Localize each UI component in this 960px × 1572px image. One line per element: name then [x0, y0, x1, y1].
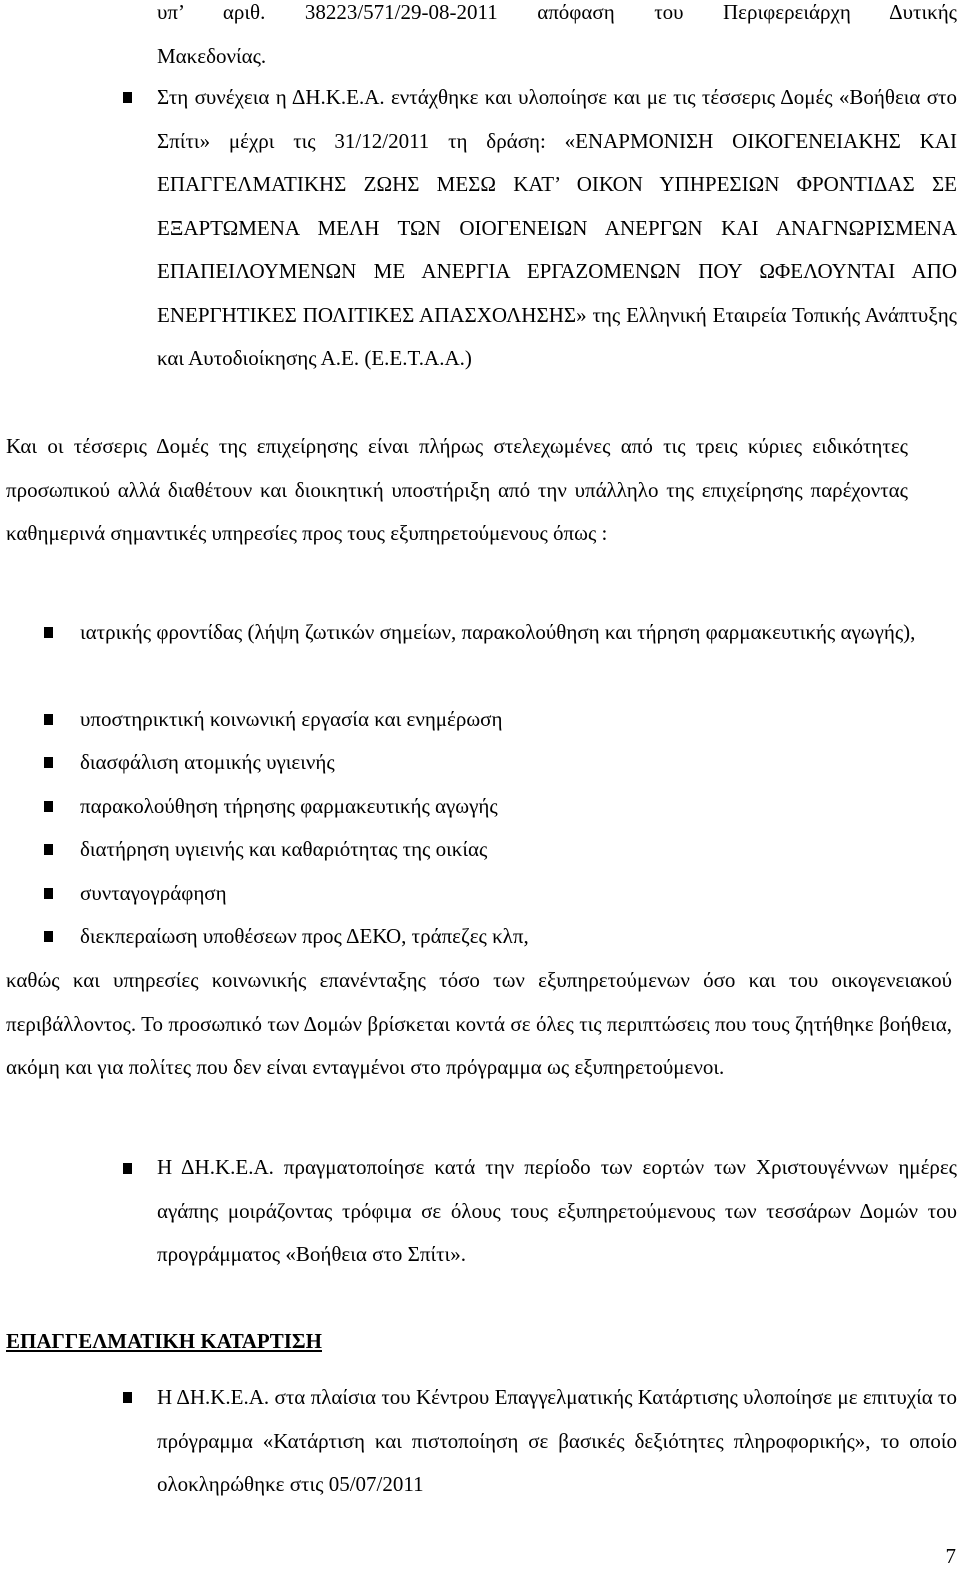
bullet-marker [123, 1392, 132, 1403]
bullet-marker [44, 888, 53, 899]
list-item-text-wrap [80, 741, 957, 785]
section-heading: ΕΠΑΓΓΕΛΜΑΤΙΚΗ ΚΑΤΑΡΤΙΣΗ [6, 1329, 322, 1353]
bullet-marker [44, 714, 53, 725]
training-text: Η ΔΗ.Κ.Ε.Α. στα πλαίσια του Κέντρου Επαγγελματικής Κατάρτισης υλοποίησε με επιτυχία το πρόγραμμα «Κατάρτιση και πιστοποίηση σε βασικές δεξιότητες πληροφορικής», το οποίο ολοκληρώθηκε στις 05/07/2011 [157, 1385, 957, 1496]
intro-line-2: Μακεδονίας. [157, 43, 267, 68]
service-item-6: συνταγογράφηση [80, 881, 227, 905]
list-item-text-wrap [80, 828, 957, 872]
service-item-7: διεκπεραίωση υποθέσεων προς ΔΕΚΟ, τράπεζες κλπ, [80, 924, 529, 948]
service-item-4: παρακολούθηση τήρησης φαρμακευτικής αγωγής [80, 794, 498, 818]
list-item-text-wrap [80, 785, 957, 829]
bullet-marker [44, 931, 53, 942]
staff-text: Και οι τέσσερις Δομές της επιχείρησης είναι πλήρως στελεχωμένες από τις τρεις κύριες ειδικότητες προσωπικού αλλά διαθέτουν και διοικητική υποστήριξη από την υπάλληλο της επιχείρησης παρέχοντας καθημερινά σημαντικές υπηρεσίες προς τους εξυπηρετούμενους όπως : [6, 434, 908, 545]
bullet-marker [123, 1163, 132, 1174]
christmas-text: Η ΔΗ.Κ.Ε.Α. πραγματοποίησε κατά την περίοδο των εορτών των Χριστουγέννων ημέρες αγάπης μοιράζοντας τρόφιμα σε όλους τους εξυπηρετούμενους των τεσσάρων Δομών του προγράμματος «Βοήθεια στο Σπίτι». [157, 1155, 957, 1266]
enarmonisi-text: Στη συνέχεια η ΔΗ.Κ.Ε.Α. εντάχθηκε και υλοποίησε και με τις τέσσερις Δομές «Βοήθεια στο Σπίτι» μέχρι τις 31/12/2011 τη δράση: «ΕΝΑΡΜΟΝΙΣΗ ΟΙΚΟΓΕΝΕΙΑΚΗΣ ΚΑΙ ΕΠΑΓΓΕΛΜΑΤΙΚΗΣ ΖΩΗΣ ΜΕΣΩ ΚΑΤ’ ΟΙΚΟΝ ΥΠΗΡΕΣΙΩΝ ΦΡΟΝΤΙΔΑΣ ΣΕ ΕΞΑΡΤΩΜΕΝΑ ΜΕΛΗ ΤΩΝ ΟΙΟΓΕΝΕΙΩΝ ΑΝΕΡΓΩΝ ΚΑΙ ΑΝΑΓΝΩΡΙΣΜΕΝΑ ΕΠΑΠΕΙΛΟΥΜΕΝΩΝ ΜΕ ΑΝΕΡΓΙΑ ΕΡΓΑΖΟΜΕΝΩΝ ΠΟΥ ΩΦΕΛΟΥΝΤΑΙ ΑΠΟ ΕΝΕΡΓΗΤΙΚΕΣ ΠΟΛΙΤΙΚΕΣ ΑΠΑΣΧΟΛΗΣΗΣ» της Ελληνική Εταιρεία Τοπικής Ανάπτυξης και Αυτοδιοίκησης Α.Ε. (Ε.Ε.Τ.Α.Α.) [157, 85, 957, 370]
list-item-text-wrap [80, 698, 957, 742]
list-item-text-wrap [80, 915, 957, 959]
training-paragraph [157, 1376, 957, 1507]
social-text: καθώς και υπηρεσίες κοινωνικής επανένταξης τόσο των εξυπηρετούμενων όσο και του οικογενειακού περιβάλλοντος. Το προσωπικό των Δομών βρίσκεται κοντά σε όλες τις περιπτώσεις που τους ζητήθηκε βοήθεια, ακόμη και για πολίτες που δεν είναι ενταγμένοι στο πρόγραμμα ως εξυπηρετούμενοι. [6, 968, 952, 1079]
bullet-marker [123, 92, 132, 103]
list-item-text-wrap [80, 611, 957, 655]
bullet-marker [44, 757, 53, 768]
bullet-marker [44, 844, 53, 855]
list-item-text-wrap [80, 872, 957, 916]
bullet-marker [44, 627, 53, 638]
intro-block [157, 0, 957, 78]
enarmonisi-paragraph [157, 76, 957, 381]
page-number: 7 [945, 1544, 956, 1568]
social-paragraph [6, 959, 952, 1090]
service-item-3: διασφάλιση ατομικής υγιεινής [80, 750, 335, 774]
intro-line-1: υπ’ αριθ. 38223/571/29-08-2011 απόφαση του Περιφερειάρχη Δυτικής [157, 0, 957, 24]
service-item-2: υποστηρικτική κοινωνική εργασία και ενημέρωση [80, 707, 503, 731]
staff-paragraph [6, 425, 908, 556]
christmas-paragraph [157, 1146, 957, 1277]
service-item-1: ιατρικής φροντίδας (λήψη ζωτικών σημείων, παρακολούθηση και τήρηση φαρμακευτικής αγωγής), [80, 620, 916, 644]
service-item-5: διατήρηση υγιεινής και καθαριότητας της οικίας [80, 837, 488, 861]
bullet-marker [44, 801, 53, 812]
